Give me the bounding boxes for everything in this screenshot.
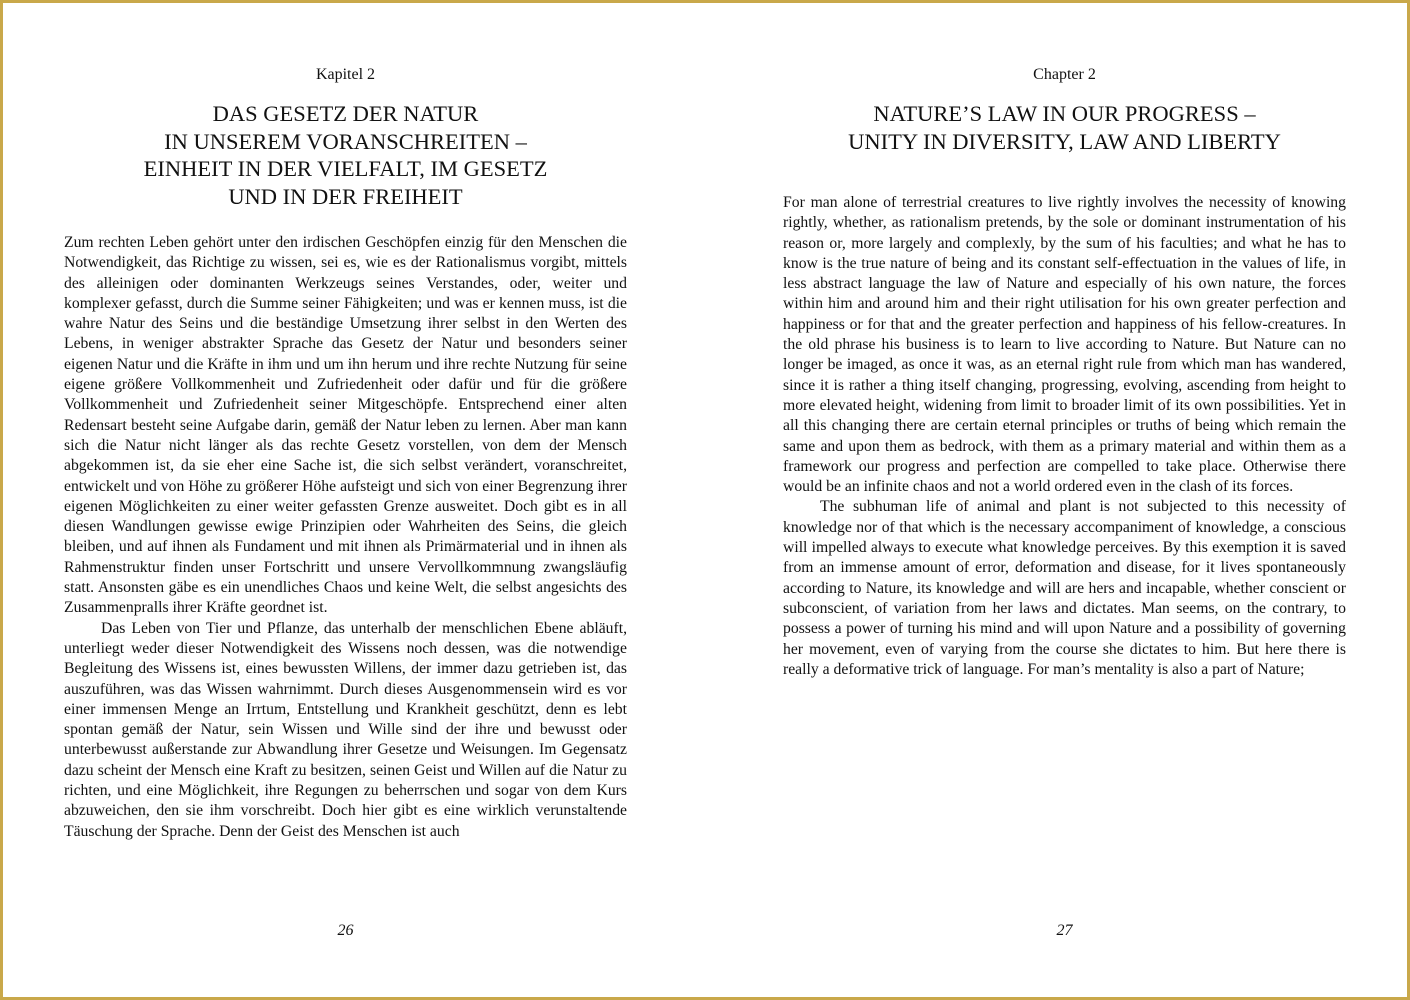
body-text: [783, 193, 1346, 680]
chapter-title-line: NATURE’S LAW IN OUR PROGRESS –: [873, 101, 1256, 126]
right-page: [783, 0, 1346, 1000]
paragraph: The subhuman life of animal and plant is not subjected to this necessity of knowledge nor of that which is the necessary accompaniment of knowledge, a conscious will impelled always to execute what knowledge perceives. By this exemption it is saved from an immense amount of error, deformation and disease, for it lives spontaneously according to Nature, its knowledge and will are hers and incapable, whether conscient or subconscient, of variation from her laws and dictates. Man seems, on the contrary, to possess a power of turning his mind and will upon Nature and a possibility of governing her movement, even of varying from the course she dictates to him. But here there is really a deformative trick of language. For man’s mentality is also a part of Nature;: [783, 498, 1346, 678]
chapter-title-line: EINHEIT IN DER VIELFALT, IM GESETZ: [143, 156, 548, 181]
chapter-title-line: IN UNSEREM VORANSCHREITEN –: [164, 128, 527, 154]
chapter-title: [783, 100, 1346, 155]
page-number: 27: [1056, 922, 1073, 939]
chapter-title-line: UND IN DER FREIHEIT: [228, 183, 463, 209]
chapter-label: Chapter 2: [1033, 66, 1096, 83]
paragraph: Zum rechten Leben gehört unter den irdischen Geschöpfen einzig für den Menschen die Notwendigkeit, das Richtige zu wissen, sei es, wie es der Rationalismus vorgibt, mittels des alleinigen oder dominanten Werkzeugs seines Verstandes, oder, weiter und komplexer gefasst, durch die Summe seiner Fähigkeiten; und was er kennen muss, ist die wahre Natur des Seins und die beständige Umsetzung ihrer selbst in den Werten des Lebens, in weniger abstrakter Sprache das Gesetz der Natur und besonders seiner eigenen Natur und die Kräfte in ihm und um ihn herum und ihre rechte Nutzung für seine eigene größere Vollkommenheit und Zufriedenheit oder dafür und für die größere Vollkommenheit und Zufriedenheit seiner Mitgeschöpfe. Entsprechend einer alten Redensart besteht seine Aufgabe darin, gemäß der Natur leben zu lernen. Aber man kann sich die Natur nicht länger als das rechte Gesetz vorstellen, von dem der Mensch abgekommen ist, da sie eher eine Sache ist, die sich selbst verändert, voranschreitet, entwickelt und von Höhe zu größerer Höhe aufsteigt und sich von einer Begrenzung ihrer eigenen Möglichkeiten zu einer weiter gefassten Grenze ausweitet. Doch gibt es in all diesen Wandlungen gewisse ewige Prinzipien oder Wahrheiten des Seins, die gleich bleiben, und auf ihnen als Fundament und mit ihnen als Primärmaterial und in ihnen als Rahmenstruktur finden unser Fortschritt und unsere Vervollkommnung zwangsläufig statt. Ansonsten gäbe es ein unendliches Chaos und keine Welt, die selbst angesichts des Zusammenpralls ihrer Kräfte geordnet ist.: [64, 234, 627, 617]
chapter-title-line: DAS GESETZ DER NATUR: [212, 101, 479, 126]
page-number: 26: [337, 922, 354, 939]
chapter-title-line: UNITY IN DIVERSITY, LAW AND LIBERTY: [848, 128, 1281, 154]
left-page: [64, 0, 627, 1000]
chapter-label: Kapitel 2: [315, 66, 376, 83]
paragraph: Das Leben von Tier und Pflanze, das unterhalb der menschlichen Ebene abläuft, unterliegt weder dieser Notwendigkeit des Wissens noch dessen, was die notwendige Begleitung des Wissens ist, eines bewussten Willens, der immer dazu getrieben ist, das auszuführen, was das Wissen wahrnimmt. Durch dieses Ausgenommensein wird es vor einer immensen Menge an Irrtum, Entstellung und Krankheit geschützt, denn es lebt spontan gemäß der Natur, sein Wissen und Wille sind der ihre und bewusst oder unterbewusst außerstande zur Abwandlung ihrer Gesetze und Weisungen. Im Gegensatz dazu scheint der Mensch eine Kraft zu besitzen, seinen Geist und Willen auf die Natur zu richten, und eine Möglichkeit, ihre Regungen zu beherrschen und sogar von dem Kurs abzuweichen, den sie ihm vorschreibt. Doch hier gibt es eine wirklich verunstaltende Täuschung der Sprache. Denn der Geist des Menschen ist auch: [64, 619, 627, 840]
chapter-title: [64, 100, 627, 210]
paragraph: For man alone of terrestrial creatures to live rightly involves the necessity of knowing rightly, whether, as rationalism pretends, by the sole or dominant instrumentation of his reason or, more largely and complexly, by the sum of his faculties; and what he has to know is the true nature of being and its constant self-effectuation in the values of life, in less abstract language the law of Nature and especially of his own nature, the forces within him and around him and their right utilisation for his own greater perfection and happiness or for that and the greater perfection and happiness of his fellow-creatures. In the old phrase his business is to learn to live according to Nature. But Nature can no longer be imaged, as once it was, as an eternal right rule from which man has wandered, since it is rather a thing itself changing, progressing, evolving, ascending from height to more elevated height, widening from limit to broader limit of its own possibilities. Yet in all this changing there are certain eternal principles or truths of being which remain the same and upon them as bedrock, with them as a primary material and within them as a framework our progress and perfection are compelled to take place. Otherwise there would be an infinite chaos and not a world ordered even in the clash of its forces.: [783, 194, 1346, 496]
body-text: [64, 233, 627, 842]
